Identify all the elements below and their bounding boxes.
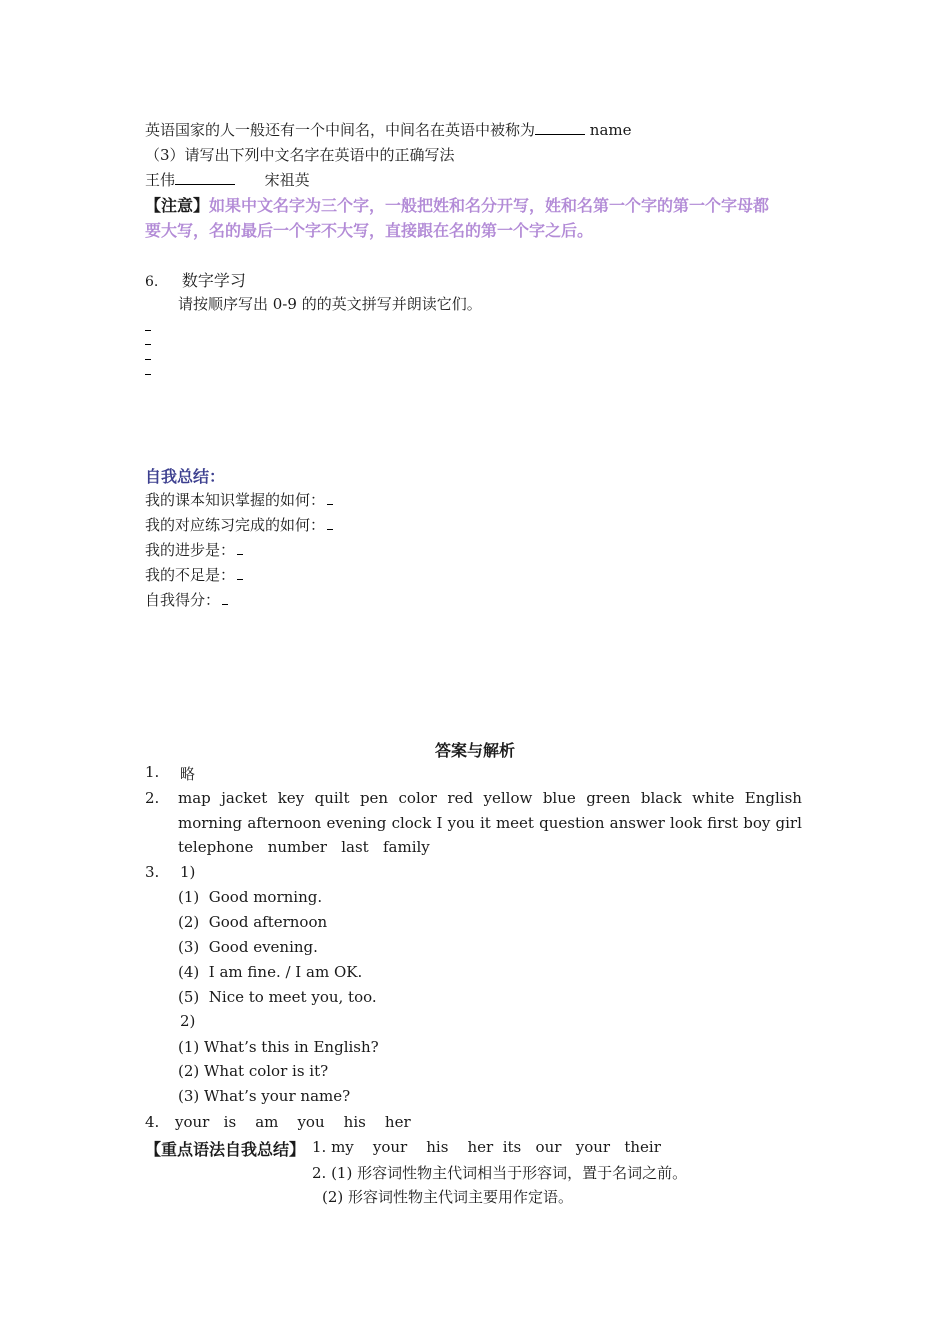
word: quilt: [314, 789, 350, 807]
summary-item: [145, 489, 333, 510]
word: afternoon: [247, 814, 322, 832]
note-line-1: [145, 193, 769, 216]
word: clock: [391, 814, 432, 832]
answer-3-number: 3.: [145, 863, 160, 881]
grammar-point-3: (2) 形容词性物主代词主要用作定语。: [322, 1188, 574, 1206]
note-label: 【注意】: [145, 196, 210, 215]
answer-3-item: (1) What’s this in English?: [178, 1038, 379, 1056]
answers-heading: 答案与解析: [434, 741, 515, 760]
answer-blank[interactable]: [222, 604, 228, 605]
summary-item-label: 我的不足是：: [145, 566, 236, 584]
word: pen: [359, 789, 389, 807]
word: boy: [743, 814, 771, 832]
answer-4-number: 4.: [145, 1113, 160, 1131]
word: black: [640, 789, 682, 807]
answer-4-text: your is am you his her: [175, 1113, 411, 1131]
answer-3-item: (3) Good evening.: [178, 938, 318, 956]
answer-2-line-2: [178, 814, 802, 832]
summary-item: [145, 514, 333, 535]
word: look: [670, 814, 702, 832]
word: girl: [775, 814, 802, 832]
answer-2-line-1: [178, 789, 802, 807]
answer-blank[interactable]: [327, 529, 333, 530]
answer-3-part-2: 2): [180, 1012, 196, 1030]
word: evening: [326, 814, 387, 832]
word: jacket: [221, 789, 268, 807]
self-summary-heading: 自我总结：: [145, 467, 226, 486]
section-6-title: 数字学习: [181, 271, 246, 290]
word: first: [707, 814, 739, 832]
word: white: [692, 789, 735, 807]
answer-blank[interactable]: [175, 184, 235, 185]
word: color: [398, 789, 437, 807]
summary-item: [145, 539, 243, 560]
answer-3-item: (2) What color is it?: [178, 1062, 329, 1080]
answer-3-part-1: 1): [180, 863, 196, 881]
answer-3-item: (3) What’s your name?: [178, 1087, 351, 1105]
word: red: [447, 789, 474, 807]
summary-item: [145, 589, 228, 610]
word: it: [479, 814, 491, 832]
summary-item-label: 我的课本知识掌握的如何：: [145, 491, 326, 509]
answer-line[interactable]: [145, 374, 151, 375]
word: map: [178, 789, 211, 807]
middle-name-tail: name: [589, 121, 632, 139]
word: answer: [609, 814, 665, 832]
answer-2-line-3: telephone number last family: [178, 838, 430, 856]
word: morning: [178, 814, 243, 832]
answer-3-item: (4) I am fine. / I am OK.: [178, 963, 363, 981]
note-line-2: 要大写，名的最后一个字不大写，直接跟在名的第一个字之后。: [145, 221, 594, 240]
names-line: [145, 169, 310, 190]
word: yellow: [483, 789, 533, 807]
section-6-instruction: 请按顺序写出 0-9 的的英文拼写并朗读它们。: [178, 295, 482, 313]
word: you: [447, 814, 475, 832]
answer-blank[interactable]: [237, 554, 243, 555]
answer-blank[interactable]: [237, 579, 243, 580]
answer-1-text: 略: [180, 765, 196, 783]
answer-2-number: 2.: [145, 789, 160, 807]
name-song-zu-ying: 宋祖英: [264, 171, 310, 189]
section-6-heading: [145, 268, 246, 291]
word: blue: [542, 789, 576, 807]
summary-item-label: 我的对应练习完成的如何：: [145, 516, 326, 534]
grammar-summary-label: 【重点语法自我总结】: [145, 1140, 306, 1159]
word: green: [586, 789, 631, 807]
word: meet: [495, 814, 534, 832]
note-text-1: 如果中文名字为三个字，一般把姓和名分开写，姓和名第一个字的第一个字母都: [209, 196, 770, 215]
answer-3-item: (5) Nice to meet you, too.: [178, 988, 377, 1006]
answer-blank[interactable]: [535, 134, 585, 135]
grammar-point-1: 1. my your his her its our your their: [312, 1138, 661, 1156]
answer-line[interactable]: [145, 359, 151, 360]
word: I: [436, 814, 443, 832]
section-6-number: 6.: [145, 274, 159, 290]
answer-3-item: (1) Good morning.: [178, 888, 323, 906]
answer-3-item: (2) Good afternoon: [178, 913, 328, 931]
answer-line[interactable]: [145, 330, 151, 331]
summary-item-label: 自我得分：: [145, 591, 221, 609]
middle-name-line: [145, 119, 632, 140]
summary-item-label: 我的进步是：: [145, 541, 236, 559]
answer-1-number: 1.: [145, 763, 160, 781]
middle-name-text: 英语国家的人一般还有一个中间名，中间名在英语中被称为: [145, 121, 536, 139]
word: question: [539, 814, 605, 832]
word: key: [277, 789, 305, 807]
answer-blank[interactable]: [327, 504, 333, 505]
question-3-prompt: （3）请写出下列中文名字在英语中的正确写法: [145, 146, 455, 164]
summary-item: [145, 564, 243, 585]
answer-line[interactable]: [145, 344, 151, 345]
grammar-point-2: 2. (1) 形容词性物主代词相当于形容词，置于名词之前。: [312, 1164, 688, 1182]
name-wang-wei: 王伟: [145, 171, 176, 189]
word: English: [744, 789, 802, 807]
